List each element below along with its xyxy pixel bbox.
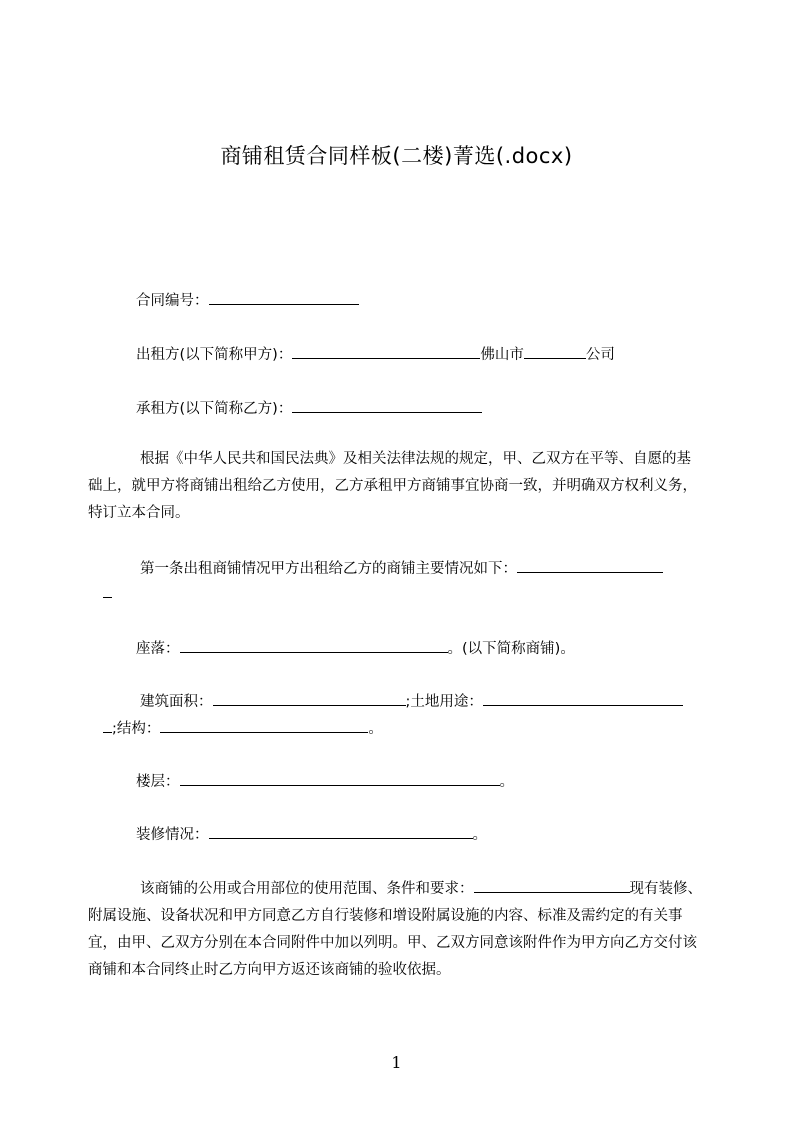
- land-use-label: ;土地用途：: [405, 694, 483, 710]
- usage-blank: [474, 880, 630, 893]
- floor-suffix: 。: [499, 774, 514, 790]
- contract-number-label: 合同编号：: [136, 293, 209, 309]
- contract-number-blank: [209, 292, 359, 305]
- lessor-city: 佛山市: [480, 347, 524, 363]
- structure-label: ;结构：: [112, 721, 161, 737]
- lessor-label: 出租方(以下简称甲方)：: [136, 347, 293, 363]
- article-1-line: [140, 560, 663, 578]
- location-suffix: 。(以下简称商铺)。: [447, 641, 575, 657]
- lessee-label: 承租方(以下简称乙方)：: [136, 401, 293, 417]
- location-label: 座落：: [136, 641, 180, 657]
- contract-number-line: [136, 292, 359, 310]
- lessor-name-blank: [292, 346, 480, 359]
- location-line: [136, 640, 575, 658]
- area-line: [140, 693, 683, 711]
- lessor-company-blank: [524, 346, 586, 359]
- lessor-company: 公司: [585, 347, 615, 363]
- decoration-line: [136, 826, 487, 844]
- structure-blank: [160, 720, 368, 733]
- article-1-blank: [517, 560, 663, 573]
- decoration-suffix: 。: [472, 827, 487, 843]
- location-blank: [180, 640, 448, 653]
- page-number: 1: [391, 1053, 402, 1072]
- article-1-blank-tail: [103, 585, 112, 598]
- area-blank: [213, 693, 406, 706]
- decoration-label: 装修情况：: [136, 827, 209, 843]
- floor-line: [136, 773, 514, 791]
- structure-suffix: 。: [368, 721, 383, 737]
- land-use-blank: [483, 693, 683, 706]
- intro-paragraph: 根据《中华人民共和国民法典》及相关法律法规的规定，甲、乙双方在平等、自愿的基础上，就甲方将商铺出租给乙方使用，乙方承租甲方商铺事宜协商一致，并明确双方权利义务，特订立本合同。: [88, 451, 697, 521]
- area-label: 建筑面积：: [140, 694, 213, 710]
- decoration-blank: [209, 826, 473, 839]
- land-use-blank-tail: [103, 720, 112, 733]
- lessee-line: [136, 400, 482, 418]
- usage-label: 该商铺的公用或合用部位的使用范围、条件和要求：: [140, 881, 474, 897]
- floor-label: 楼层：: [136, 774, 180, 790]
- document-title: 商铺租赁合同样板(二楼)菁选(.docx): [220, 144, 573, 168]
- article-1-blank-continued: [103, 585, 112, 603]
- usage-paragraph-rest: 现有装修、附属设施、设备状况和甲方同意乙方自行装修和增设附属设施的内容、标准及需约定的有关事宜，由甲、乙双方分别在本合同附件中加以列明。甲、乙双方同意该附件作为甲方向乙方交付该商铺和本合同终止时乙方向甲方返还该商铺的验收依据。: [88, 881, 702, 978]
- structure-line: [103, 720, 383, 738]
- lessee-name-blank: [292, 400, 482, 413]
- article-1-text: 第一条出租商铺情况甲方出租给乙方的商铺主要情况如下：: [140, 561, 517, 577]
- usage-paragraph: [88, 876, 703, 984]
- floor-blank: [180, 773, 500, 786]
- lessor-line: [136, 346, 615, 364]
